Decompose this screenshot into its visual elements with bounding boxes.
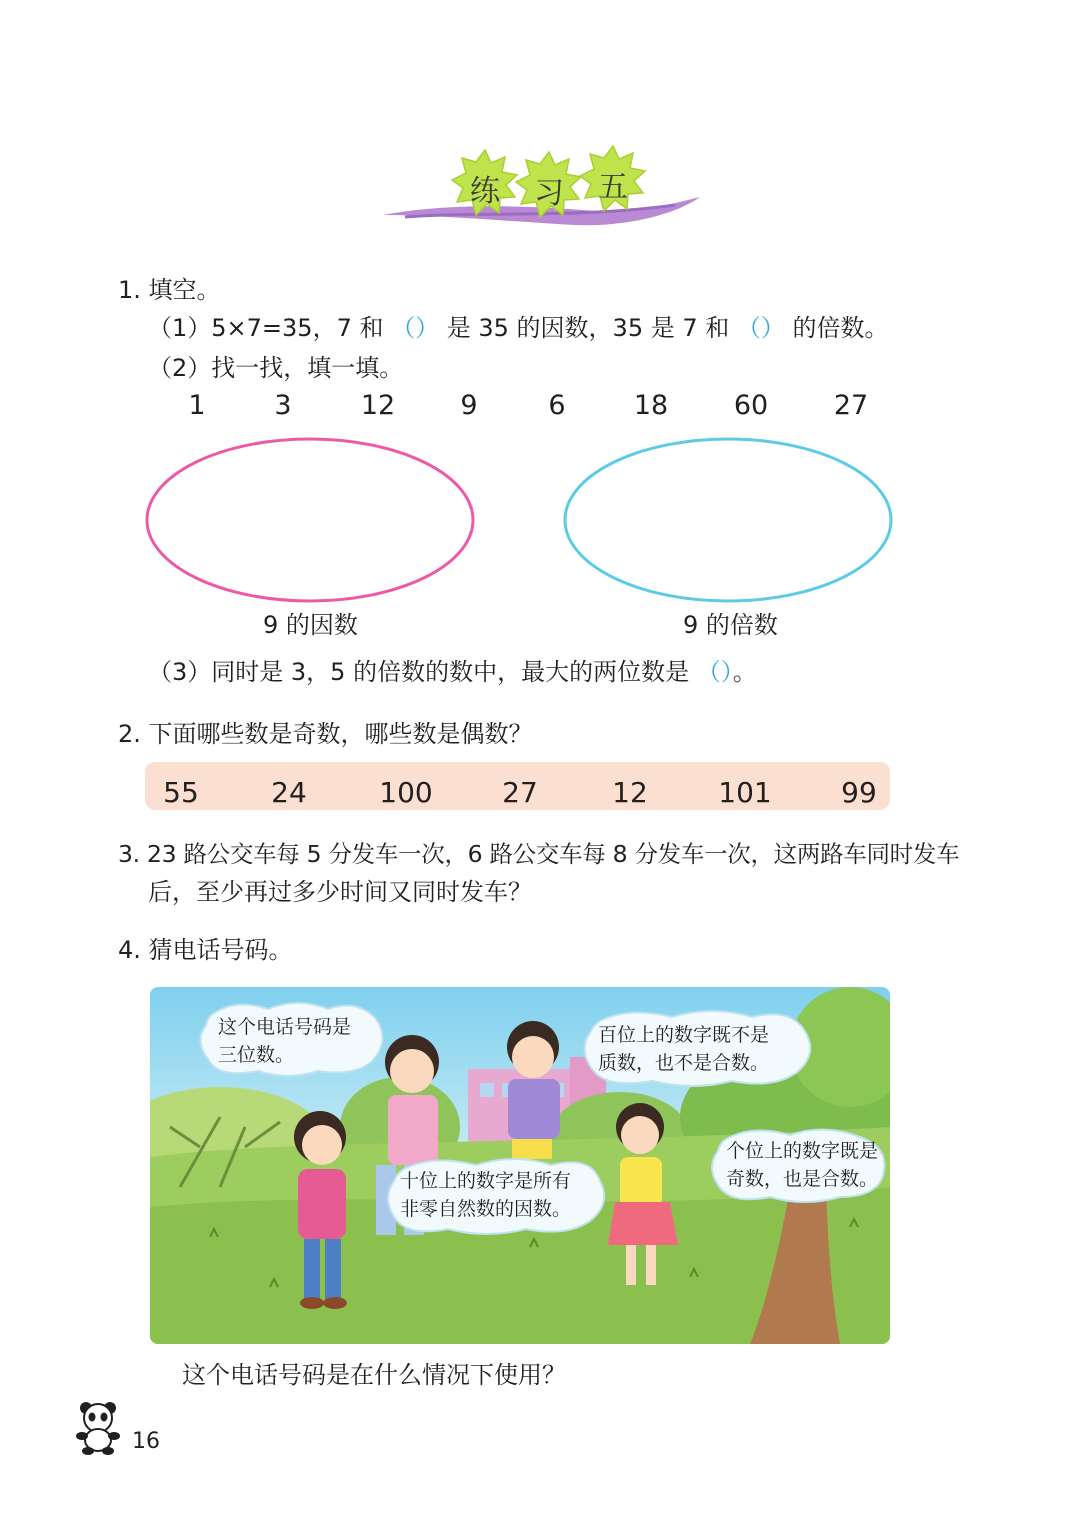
q1-part1-label: （1） [148,314,212,342]
q2-heading: 2. 下面哪些数是奇数，哪些数是偶数？ [118,720,533,748]
title-char-2: 习 [534,176,564,211]
q3-line2: 后，至少再过多少时间又同时发车？ [148,878,532,906]
speech-bubble-2 [582,1009,814,1089]
q1-part3-end: 。 [732,658,757,686]
title-star-3 [578,144,648,214]
title-char-1: 练 [470,174,500,209]
bubble-4-line-1: 个位上的数字既是 [726,1140,879,1162]
bubble-4-line-2: 奇数，也是合数。 [726,1168,879,1190]
bubble-2-line-1: 百位上的数字既不是 [598,1024,770,1046]
q1-part2-label: （2） [148,354,212,382]
q1-part1 [148,316,889,340]
q1-number: 3 [274,390,292,421]
q1-part3-label: （3） [148,658,212,686]
q1-part1-blank-1[interactable]: （） [391,314,440,342]
q1-part3 [148,660,757,684]
q4-heading: 4. 猜电话号码。 [118,936,293,964]
q2-number-band [145,762,890,810]
q1-part3-blank[interactable]: （） [696,658,733,686]
page-number: 16 [132,1429,160,1454]
multiples-ellipse[interactable] [558,432,898,608]
q1-part1-text-c: 的倍数。 [792,314,889,342]
q2-number: 101 [718,776,772,809]
title-char-3: 五 [598,170,628,205]
q1-part1-blank-2[interactable]: （） [736,314,785,342]
q1-number: 6 [548,390,566,421]
speech-bubble-1 [198,1001,388,1079]
q3-line1: 3. 23 路公交车每 5 分发车一次，6 路公交车每 8 分发车一次，这两路车同时发车 [118,840,960,868]
bubble-1-line-2: 三位数。 [218,1044,295,1066]
q1-part2 [148,356,403,380]
q1-part2-text: 找一找，填一填。 [211,354,404,382]
q4-question: 这个电话号码是在什么情况下使用？ [182,1361,566,1389]
q2-number: 12 [612,776,648,809]
multiples-caption: 9 的倍数 [683,611,778,639]
speech-bubble-3 [386,1157,608,1237]
q1-part1-text-b: 是 35 的因数，35 是 7 和 [446,314,730,342]
q2-number: 24 [271,776,307,809]
q2-number: 100 [379,776,433,809]
q1-number: 12 [360,390,396,421]
bubble-3-line-1: 十位上的数字是所有 [400,1170,572,1192]
q2-number: 27 [502,776,538,809]
q2-number: 55 [163,776,199,809]
q1-heading: 1. 填空。 [118,276,221,304]
q1-part3-text: 同时是 3，5 的倍数的数中，最大的两位数是 [211,658,690,686]
q1-number: 27 [833,390,869,421]
q1-number: 9 [460,390,478,421]
q1-part1-text-a: 5×7=35，7 和 [211,314,384,342]
title-star-1 [450,148,520,218]
q1-number-row [0,392,1080,426]
factors-ellipse[interactable] [140,432,480,608]
q2-number: 99 [841,776,877,809]
q1-number: 18 [633,390,669,421]
speech-bubble-4 [710,1127,888,1205]
factors-caption: 9 的因数 [263,611,358,639]
bubble-2-line-2: 质数，也不是合数。 [598,1052,770,1074]
title-star-2 [514,150,584,220]
bubble-3-line-2: 非零自然数的因数。 [400,1198,572,1220]
q1-number: 1 [188,390,206,421]
bubble-1-line-1: 这个电话号码是 [218,1016,352,1038]
phone-puzzle-illustration [150,987,890,1344]
q1-number: 60 [733,390,769,421]
panda-icon [72,1400,124,1456]
